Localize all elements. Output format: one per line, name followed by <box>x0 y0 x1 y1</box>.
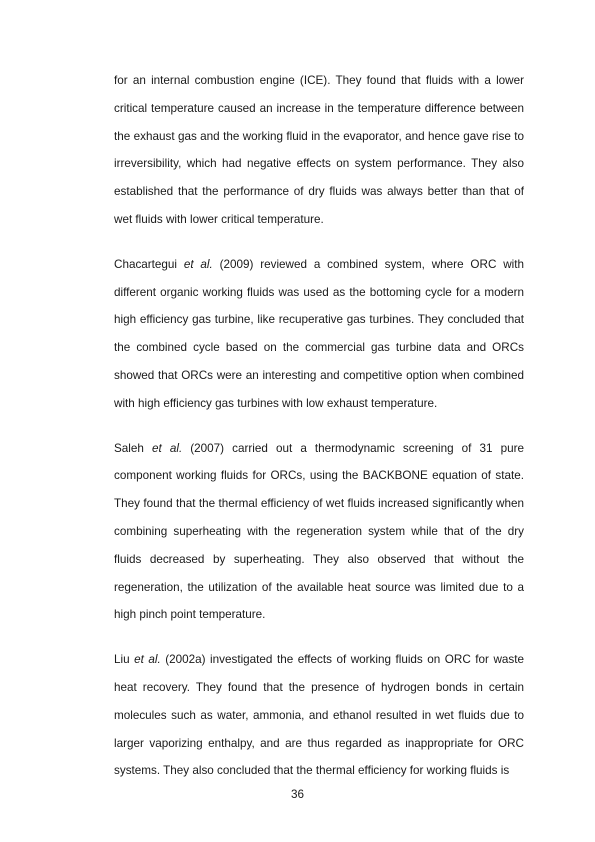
body-text <box>114 67 524 802</box>
page-number: 36 <box>290 788 304 801</box>
paragraph-ice-fluids: for an internal combustion engine (ICE). They found that fluids with a lower critical temperature caused an increase in the temperature difference between the exhaust gas and the working fluid in the evaporator, and hence gave rise to irreversibility, which had negative effects on system performance. They also established that the performance of dry fluids was always better than that of wet fluids with lower critical temperature. <box>114 74 524 226</box>
paragraph-saleh: Saleh et al. (2007) carried out a thermodynamic screening of 31 pure component working fluids for ORCs, using the BACKBONE equation of state. They found that the thermal efficiency of wet fluids increased significantly when combining superheating with the regeneration system while that of the dry fluids decreased by superheating. They also observed that without the regeneration, the utilization of the available heat source was limited due to a high pinch point temperature. <box>114 441 524 622</box>
italic-citation: et al. <box>134 653 161 667</box>
paragraph-chacartegui: Chacartegui et al. (2009) reviewed a combined system, where ORC with different organic working fluids was used as the bottoming cycle for a modern high efficiency gas turbine, like recuperative gas turbines. They concluded that the combined cycle based on the commercial gas turbine data and ORCs showed that ORCs were an interesting and competitive option when combined with high efficiency gas turbines with low exhaust temperature. <box>114 257 524 410</box>
paragraph-liu: Liu et al. (2002a) investigated the effects of working fluids on ORC for waste heat recovery. They found that the presence of hydrogen bonds in certain molecules such as water, ammonia, and ethanol resulted in wet fluids due to larger vaporizing enthalpy, and are thus regarded as inappropriate for ORC systems. They also concluded that the thermal efficiency for working fluids is <box>114 653 524 778</box>
italic-citation: et al. <box>152 441 183 455</box>
italic-citation: et al. <box>183 257 213 271</box>
